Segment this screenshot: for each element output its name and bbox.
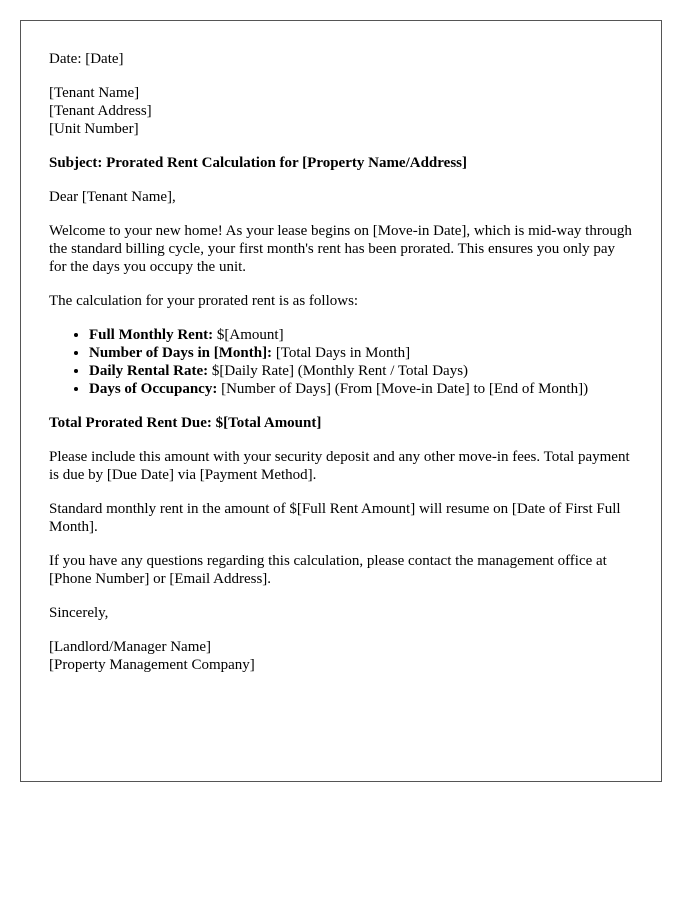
- unit-number: [Unit Number]: [49, 121, 139, 137]
- letter: [20, 20, 662, 782]
- subject-line: Subject: Prorated Rent Calculation for [Property Name/Address]: [49, 155, 467, 171]
- questions-paragraph: If you have any questions regarding this calculation, please contact the management office at [Phone Number] or [Email Address].: [49, 553, 607, 587]
- manager-name: [Landlord/Manager Name]: [49, 639, 212, 655]
- item-label: Days of Occupancy:: [89, 381, 218, 397]
- item-value: [Total Days in Month]: [272, 345, 411, 361]
- intro-paragraph: Welcome to your new home! As your lease begins on [Move-in Date], which is mid-way through the standard billing cycle, your first month's rent has been prorated. This ensures you only pay for the days you occupy the unit.: [49, 223, 632, 275]
- tenant-name: [Tenant Name]: [49, 85, 140, 101]
- item-label: Daily Rental Rate:: [89, 363, 209, 379]
- calculation-intro: The calculation for your prorated rent is as follows:: [49, 293, 359, 309]
- list-item: [89, 362, 633, 380]
- item-value: $[Amount]: [213, 327, 284, 343]
- item-label: Full Monthly Rent:: [89, 327, 214, 343]
- closing: Sincerely,: [49, 605, 109, 621]
- salutation: Dear [Tenant Name],: [49, 189, 176, 205]
- company-name: [Property Management Company]: [49, 657, 255, 673]
- recipient-block: [49, 84, 633, 138]
- item-label: Number of Days in [Month]:: [89, 345, 273, 361]
- total-due: Total Prorated Rent Due: $[Total Amount]: [49, 415, 322, 431]
- list-item: [89, 344, 633, 362]
- payment-paragraph: Please include this amount with your security deposit and any other move-in fees. Total payment is due by [Due Date] via [Payment Method].: [49, 449, 630, 483]
- list-item: [89, 326, 633, 344]
- list-item: [89, 380, 633, 398]
- item-value: $[Daily Rate] (Monthly Rent / Total Days): [208, 363, 469, 379]
- signature-block: [49, 638, 633, 674]
- date-line: Date: [Date]: [49, 51, 124, 67]
- standard-rent-paragraph: Standard monthly rent in the amount of $[Full Rent Amount] will resume on [Date of First Full Month].: [49, 501, 621, 535]
- tenant-address: [Tenant Address]: [49, 103, 152, 119]
- calculation-list: [49, 326, 633, 398]
- item-value: [Number of Days] (From [Move-in Date] to [End of Month]): [217, 381, 589, 397]
